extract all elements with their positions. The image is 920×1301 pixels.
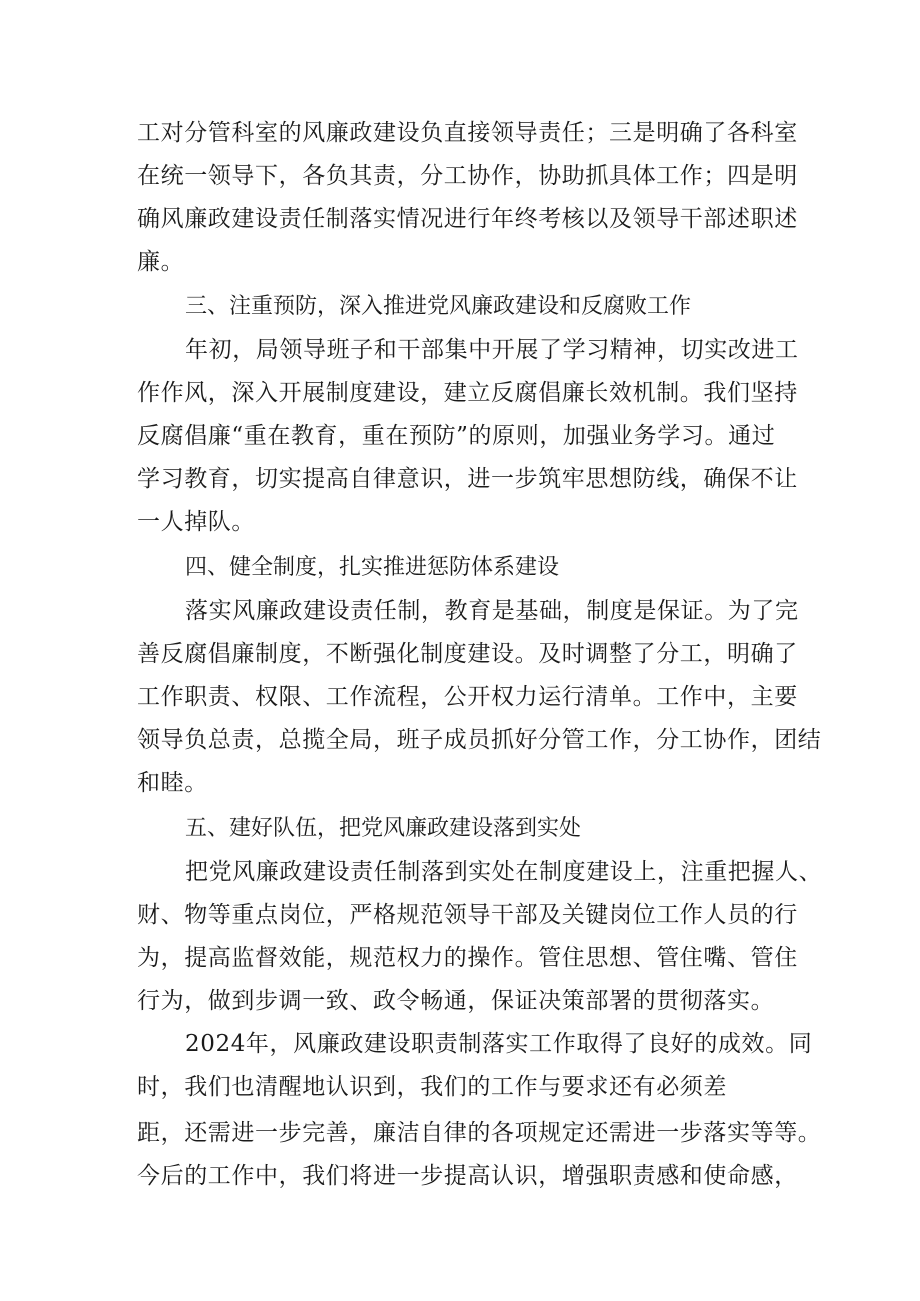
paragraph-line: 作作风，深入开展制度建设，建立反腐倡廉长效机制。我们坚持 [137, 380, 798, 406]
paragraph-line: 学习教育，切实提高自律意识，进一步筑牢思想防线，确保不让 [137, 466, 798, 492]
paragraph-line: 领导负总责，总揽全局，班子成员抓好分管工作，分工协作，团结 [137, 727, 822, 753]
paragraph-line: 行为，做到步调一致、政令畅通，保证决策部署的贯彻落实。 [137, 988, 775, 1014]
paragraph-line: 确风廉政建设责任制落实情况进行年终考核以及领导干部述职述 [137, 206, 798, 232]
paragraph-line: 反腐倡廉“重在教育，重在预防”的原则，加强业务学习。通过 [137, 423, 776, 449]
paragraph-line: 落实风廉政建设责任制，教育是基础，制度是保证。为了完 [185, 598, 799, 624]
paragraph-line: 年初，局领导班子和干部集中开展了学习精神，切实改进工 [185, 337, 799, 363]
section-heading-4: 四、健全制度，扎实推进惩防体系建设 [185, 555, 560, 580]
paragraph-line: 时，我们也清醒地认识到，我们的工作与要求还有必须差 [137, 1074, 727, 1100]
paragraph-line: 把党风廉政建设责任制落到实处在制度建设上，注重把握人、 [185, 859, 823, 885]
paragraph-line: 工作职责、权限、工作流程，公开权力运行清单。工作中，主要 [137, 684, 798, 710]
paragraph-line: 善反腐倡廉制度，不断强化制度建设。及时调整了分工，明确了 [137, 641, 798, 667]
section-heading-5: 五、建好队伍，把党风廉政建设落到实处 [185, 816, 582, 841]
paragraph-line: 和睦。 [137, 770, 208, 796]
paragraph-line: 工对分管科室的风廉政建设负直接领导责任；三是明确了各科室 [137, 120, 798, 146]
section-heading-3: 三、注重预防，深入推进党风廉政建设和反腐败工作 [185, 294, 692, 319]
paragraph-line: 2024年，风廉政建设职责制落实工作取得了良好的成效。同 [185, 1031, 813, 1057]
paragraph-line: 今后的工作中，我们将进一步提高认识，增强职责感和使命感， [137, 1163, 798, 1189]
paragraph-line: 距，还需进一步完善，廉洁自律的各项规定还需进一步落实等等。 [137, 1120, 822, 1146]
paragraph-line: 财、物等重点岗位，严格规范领导干部及关键岗位工作人员的行 [137, 902, 798, 928]
paragraph-line: 为，提高监督效能，规范权力的操作。管住思想、管住嘴、管住 [137, 945, 798, 971]
paragraph-line: 在统一领导下，各负其责，分工协作，协助抓具体工作；四是明 [137, 163, 798, 189]
paragraph-line: 一人掉队。 [137, 509, 255, 535]
paragraph-line: 廉。 [137, 249, 185, 275]
